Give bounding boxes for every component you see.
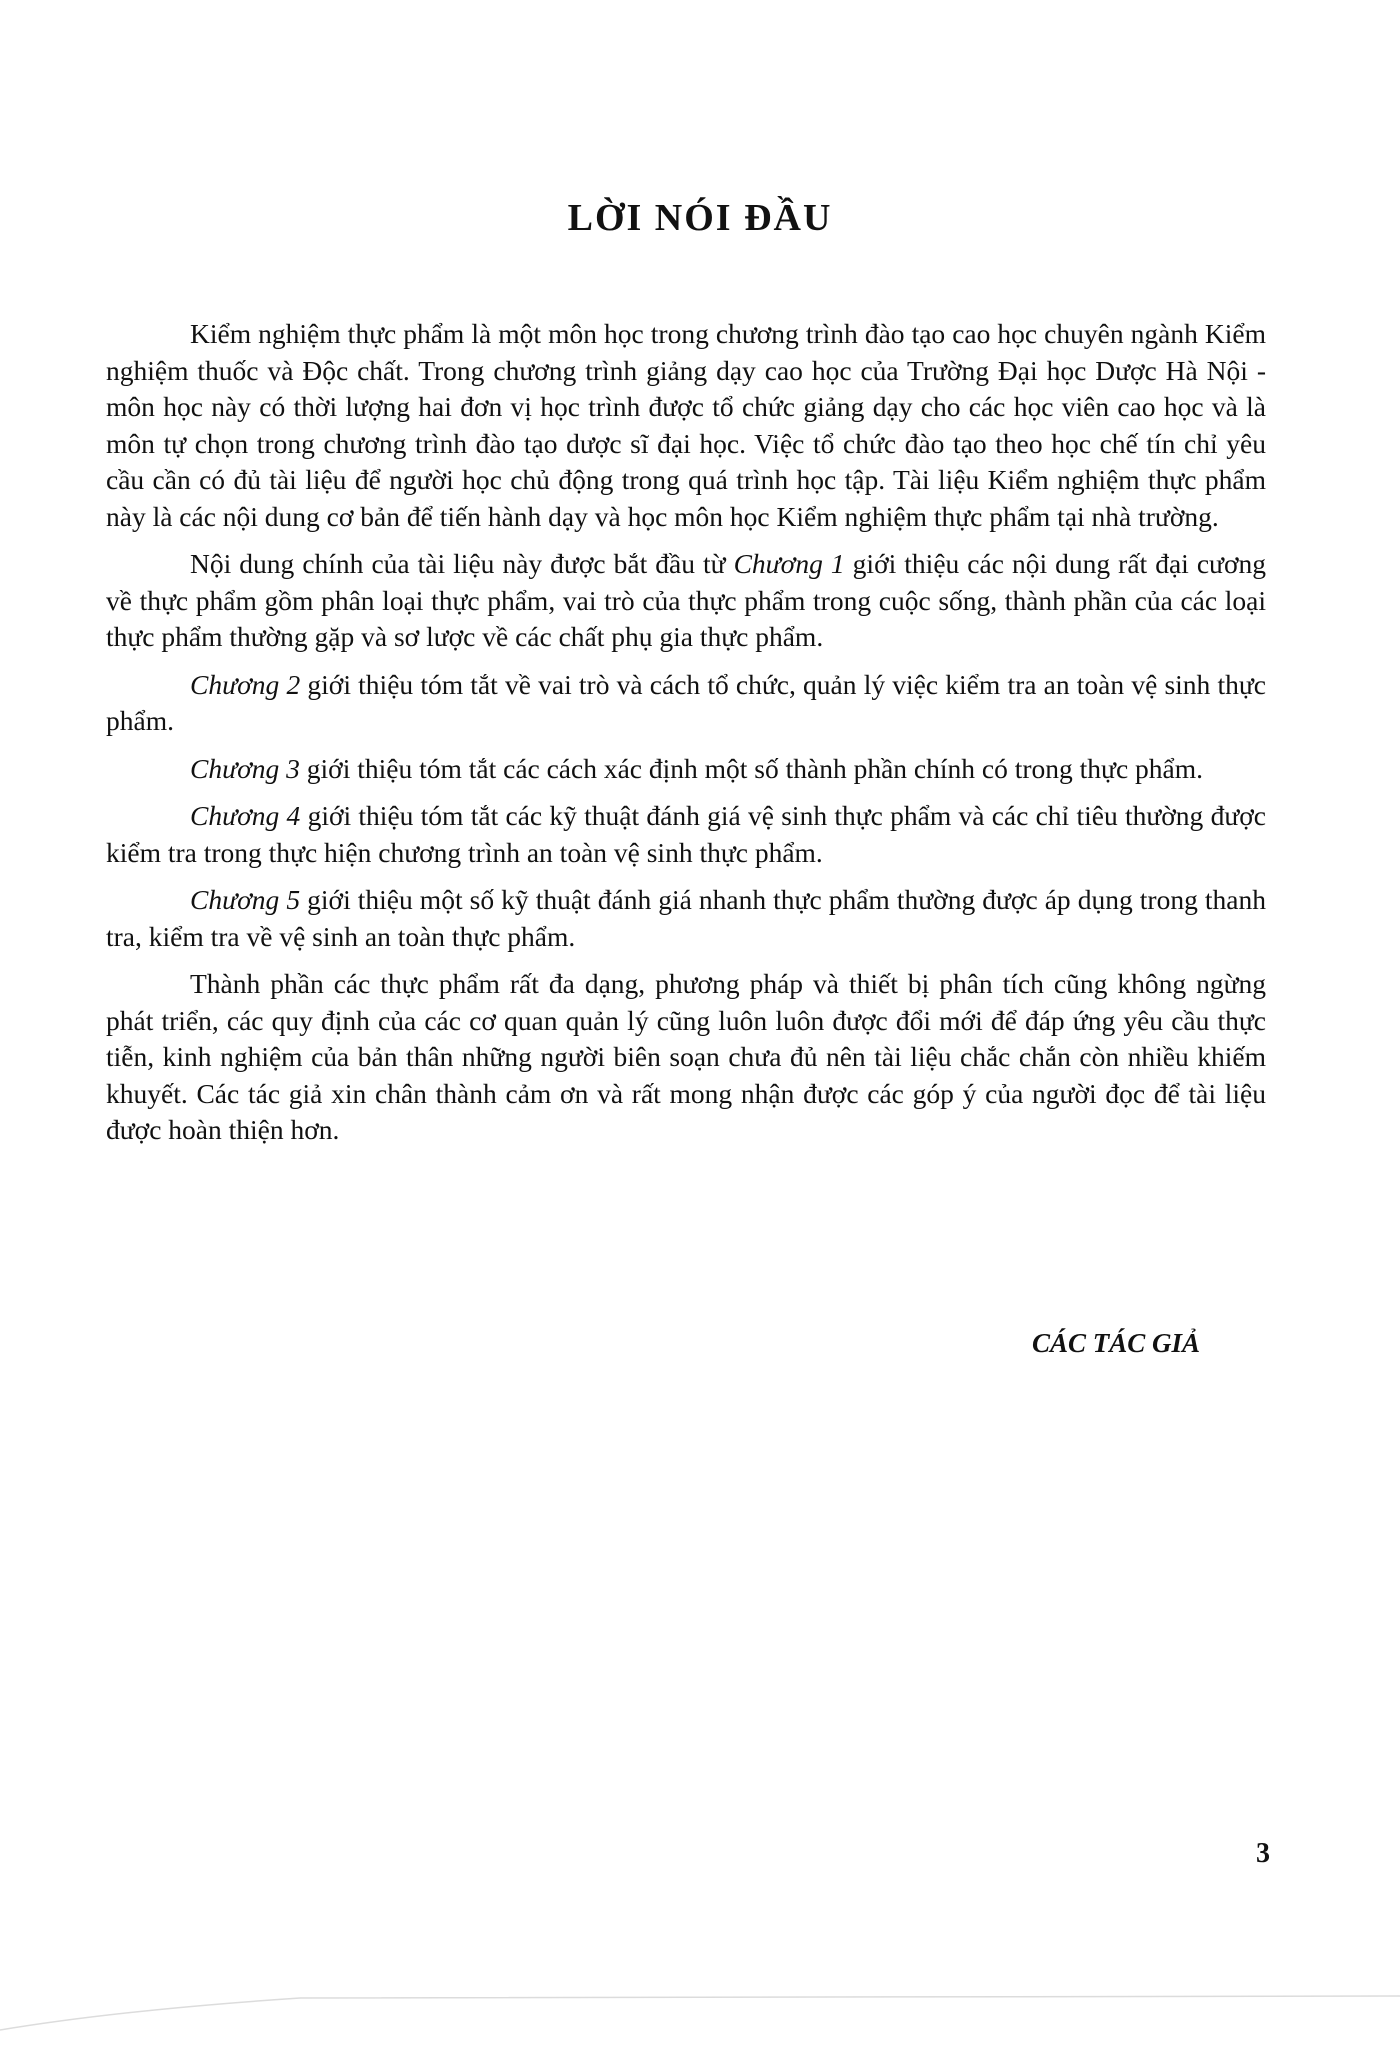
page-number: 3: [1256, 1838, 1270, 1869]
paragraph-6-text: giới thiệu một số kỹ thuật đánh giá nhanh thực phẩm thường được áp dụng trong thanh tra, kiểm tra về vệ sinh an toàn thực phẩm.: [106, 884, 1266, 952]
paragraph-7: [106, 966, 1266, 1149]
paragraph-1: [106, 316, 1266, 535]
chapter-1-reference: Chương 1: [733, 548, 845, 579]
paragraph-3-text: giới thiệu tóm tắt về vai trò và cách tổ chức, quản lý việc kiểm tra an toàn vệ sinh thực phẩm.: [106, 668, 1266, 736]
scan-edge-shadow: [0, 1990, 1400, 2048]
paragraph-2-text-a: Nội dung chính của tài liệu này được bắt đầu từ: [190, 548, 734, 579]
authors-signature: CÁC TÁC GIẢ: [1031, 1328, 1200, 1358]
paragraph-4-text: giới thiệu tóm tắt các cách xác định một số thành phần chính có trong thực phẩm.: [299, 752, 1204, 784]
paragraph-7-text: Thành phần các thực phẩm rất đa dạng, phương pháp và thiết bị phân tích cũng không ngừng phát triển, các quy định của các cơ quan quản lý cũng luôn luôn được đổi mới để đáp ứng yêu cầu thực tiễn, kinh nghiệm của bản thân những người biên soạn chưa đủ nên tài liệu chắc chắn còn nhiều khiếm khuyết. Các tác giả xin chân thành cảm ơn và rất mong nhận được các góp ý của người đọc để tài liệu được hoàn thiện hơn.: [106, 968, 1266, 1145]
chapter-5-reference: Chương 5: [190, 884, 301, 915]
chapter-2-reference: Chương 2: [190, 668, 301, 700]
paragraph-5: [106, 798, 1266, 871]
paragraph-6: [106, 882, 1266, 955]
chapter-3-reference: Chương 3: [190, 752, 300, 784]
paragraph-5-text: giới thiệu tóm tắt các kỹ thuật đánh giá vệ sinh thực phẩm và các chỉ tiêu thường được kiểm tra trong thực hiện chương trình an toàn vệ sinh thực phẩm.: [106, 800, 1266, 868]
page-title: LỜI NÓI ĐẦU: [567, 197, 833, 239]
chapter-4-reference: Chương 4: [190, 800, 301, 831]
preface-body: [106, 316, 1266, 1160]
paragraph-2: [106, 546, 1266, 656]
paragraph-2-text-b: giới thiệu các nội dung rất đại cương về thực phẩm gồm phân loại thực phẩm, vai trò của thực phẩm trong cuộc sống, thành phần của các loại thực phẩm thường gặp và sơ lược về các chất phụ gia thực phẩm.: [106, 548, 1266, 652]
paragraph-4: [106, 751, 1266, 788]
paragraph-3: [106, 667, 1266, 740]
paragraph-1-text: Kiểm nghiệm thực phẩm là một môn học trong chương trình đào tạo cao học chuyên ngành Kiểm nghiệm thuốc và Độc chất. Trong chương trình giảng dạy cao học của Trường Đại học Dược Hà Nội - môn học này có thời lượng hai đơn vị học trình được tổ chức giảng dạy cho các học viên cao học và là môn tự chọn trong chương trình đào tạo dược sĩ đại học. Việc tổ chức đào tạo theo học chế tín chỉ yêu cầu cần có đủ tài liệu để người học chủ động trong quá trình học tập. Tài liệu Kiểm nghiệm thực phẩm này là các nội dung cơ bản để tiến hành dạy và học môn học Kiểm nghiệm thực phẩm tại nhà trường.: [106, 318, 1266, 532]
